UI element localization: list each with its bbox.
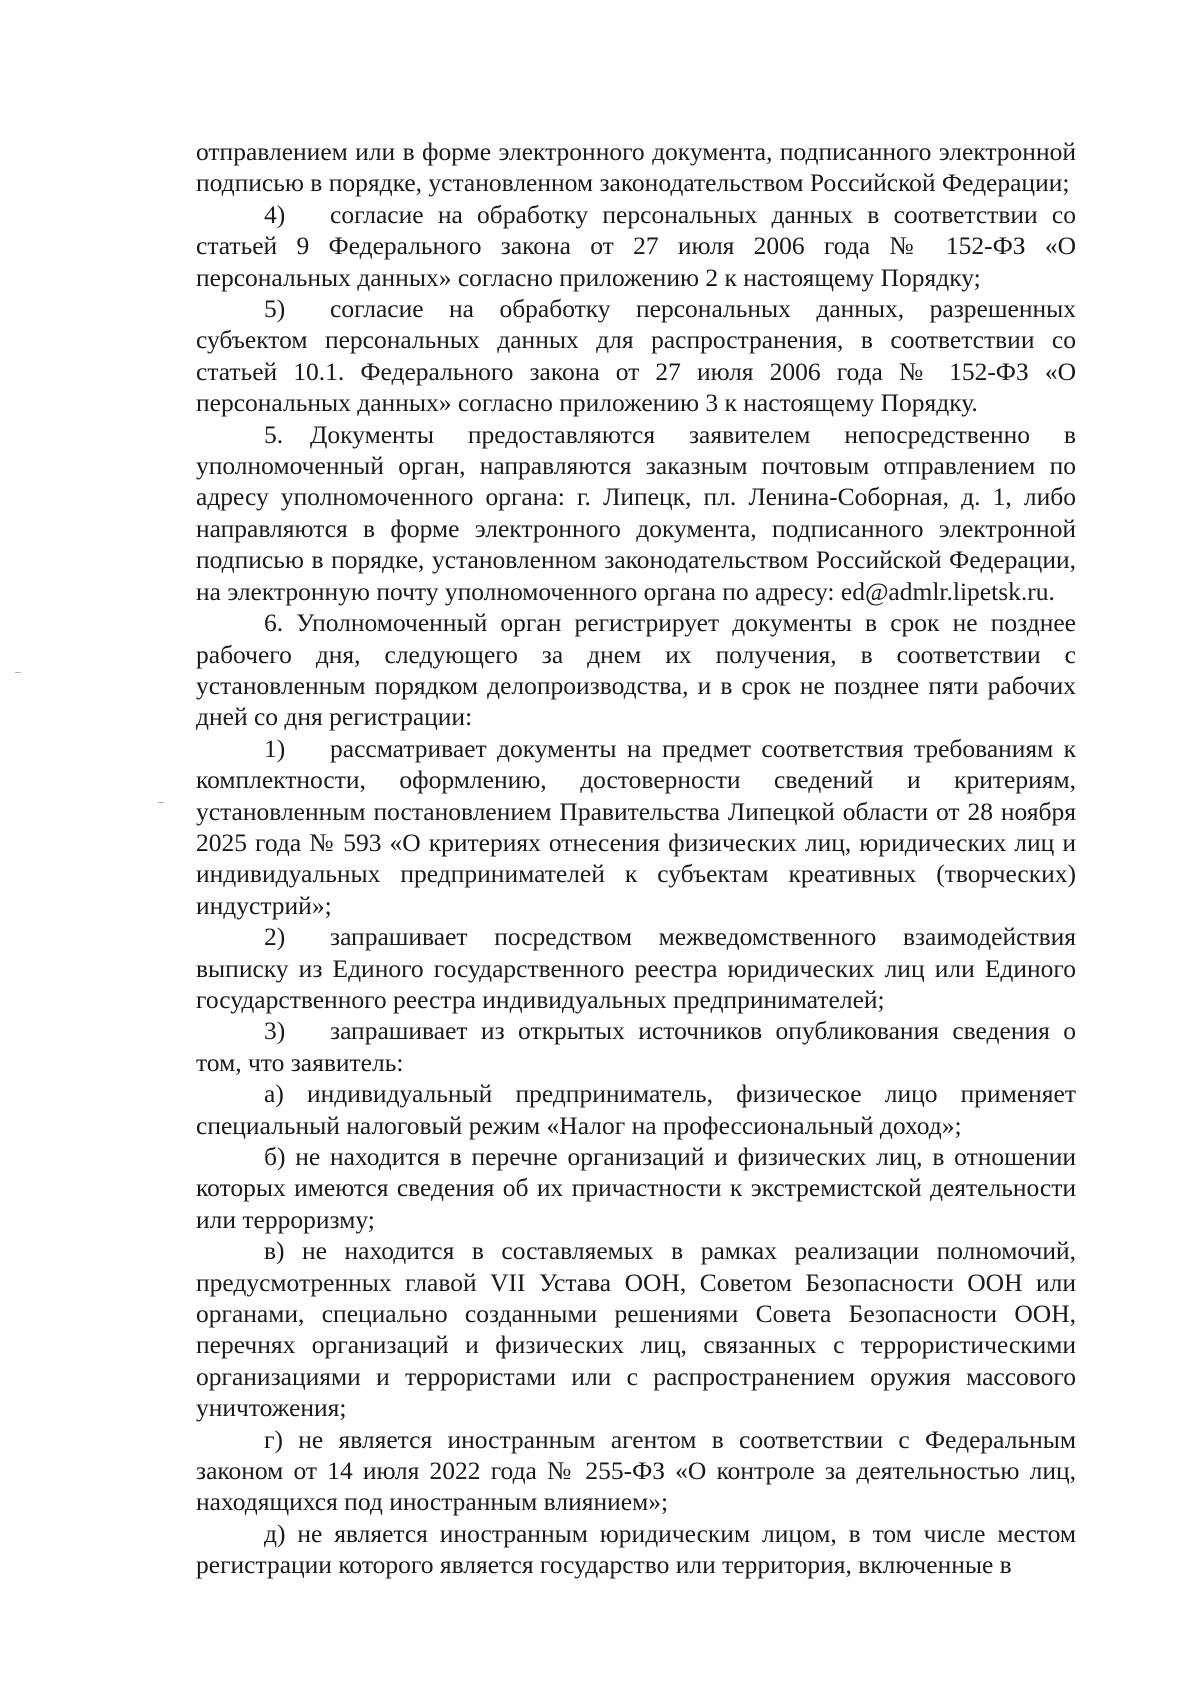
paragraph-text: рассматривает документы на предмет соответствия требованиям к комплектности, оформлению, достоверности сведений и критериям, установленным постановлением Правительства Липецкой области от 28 ноября 2025 года № 593 «О критериях отнесения физических лиц, юридических лиц и индивидуальных предпринимателей к субъектам креативных (творческих) индустрий»; [196, 733, 1076, 920]
list-marker: 5) [264, 294, 286, 324]
paragraph [196, 1141, 1076, 1235]
document-body [196, 136, 1076, 1581]
paragraph-text: в) не находится в составляемых в рамках реализации полномочий, предусмотренных главой VII Устава ООН, Советом Безопасности ООН или органами, специально созданными решениями Совета Безопасности ООН, перечнях организаций и физических лиц, связанных с террористическими организациями и террористами или с распространением оружия массового уничтожения; [196, 1236, 1076, 1423]
paragraph [196, 733, 1076, 921]
list-marker: 3) [264, 1016, 286, 1046]
scan-artifact [158, 802, 164, 803]
paragraph [196, 1518, 1076, 1581]
paragraph [196, 921, 1076, 1015]
list-marker: 4) [264, 199, 286, 229]
paragraph-text: Документы предоставляются заявителем непосредственно в уполномоченный орган, направляются заказным почтовым отправлением по адресу уполномоченного органа: г. Липецк, пл. Ленина-Соборная, д. 1, либо направляются в форме электронного документа, подписанного электронной подписью в порядке, установленном законодательством Российской Федерации, на электронную почту уполномоченного органа по адресу: ed@admlr.lipetsk.ru. [196, 419, 1076, 606]
paragraph-text: г) не является иностранным агентом в соответствии с Федеральным законом от 14 июля 2022 года № 255-ФЗ «О контроле за деятельностью лиц, находящихся под иностранным влиянием»; [196, 1424, 1076, 1517]
paragraph-text: а) индивидуальный предприниматель, физическое лицо применяет специальный налоговый режим «Налог на профессиональный доход»; [196, 1079, 1076, 1140]
scan-artifact [15, 672, 21, 673]
paragraph [196, 136, 1076, 199]
paragraph-text: д) не является иностранным юридическим лицом, в том числе местом регистрации которого является государство или территория, включенные в [196, 1518, 1076, 1580]
paragraph [196, 419, 1076, 607]
paragraph-text: запрашивает из открытых источников опубликования сведения о том, что заявитель: [196, 1016, 1076, 1077]
list-marker: 5. [264, 419, 284, 449]
paragraph-text: отправлением или в форме электронного документа, подписанного электронной подписью в порядке, установленном законодательством Российской Федерации; [196, 137, 1076, 198]
paragraph [196, 607, 1076, 733]
paragraph [196, 1015, 1076, 1078]
paragraph [196, 1235, 1076, 1423]
paragraph [196, 1078, 1076, 1141]
paragraph [196, 1424, 1076, 1518]
list-marker: 2) [264, 922, 286, 952]
paragraph-text: запрашивает посредством межведомственного взаимодействия выписку из Единого государственного реестра юридических лиц или Единого государственного реестра индивидуальных предпринимателей; [196, 922, 1076, 1014]
paragraph-text: согласие на обработку персональных данных в соответствии со статьей 9 Федерального закона от 27 июля 2006 года № 152-ФЗ «О персональных данных» согласно приложению 2 к настоящему Порядку; [196, 199, 1076, 292]
paragraph-text: 6. Уполномоченный орган регистрирует документы в срок не позднее рабочего дня, следующего за днем их получения, в соответствии с установленным порядком делопроизводства, и в срок не позднее пяти рабочих дней со дня регистрации: [196, 608, 1076, 732]
paragraph [196, 293, 1076, 419]
list-marker: 1) [264, 733, 286, 763]
paragraph [196, 199, 1076, 293]
paragraph-text: б) не находится в перечне организаций и физических лиц, в отношении которых имеются сведения об их причастности к экстремистской деятельности или терроризму; [196, 1142, 1076, 1234]
paragraph-text: согласие на обработку персональных данных, разрешенных субъектом персональных данных для распространения, в соответствии со статьей 10.1. Федерального закона от 27 июля 2006 года № 152-ФЗ «О персональных данных» согласно приложению 3 к настоящему Порядку. [196, 294, 1076, 418]
